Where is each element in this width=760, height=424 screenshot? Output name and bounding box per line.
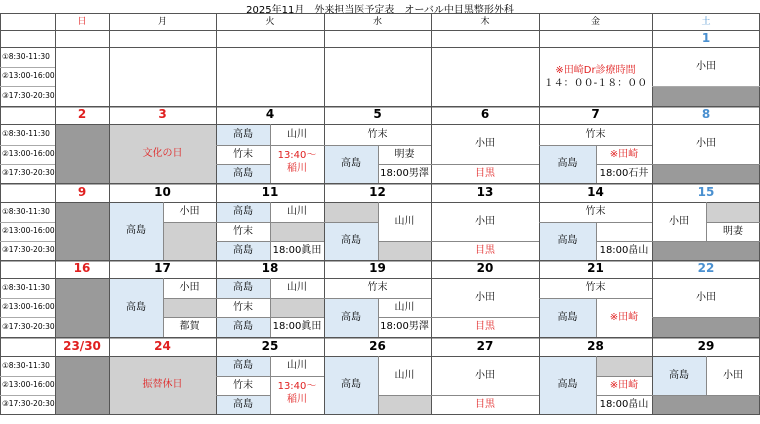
tue-pm-doctor: 竹末 <box>233 225 253 237</box>
date-16: 16 <box>73 261 91 276</box>
date-22: 22 <box>697 261 715 276</box>
mon-doctor-1: 高島 <box>109 278 163 337</box>
slot-label-am: ①8:30-11:30 <box>2 129 50 139</box>
sat-closed <box>652 395 760 414</box>
tue-pm-doctor-2: 稲川 <box>287 393 307 405</box>
weekday-fri: 金 <box>590 16 600 27</box>
sat-doctor: 小田 <box>696 291 716 303</box>
thu-eve-doctor: 目黒 <box>475 244 495 256</box>
sun-closed <box>55 202 109 260</box>
tue-eve-doctor-1: 高島 <box>216 241 270 260</box>
sat-am-empty <box>706 202 760 222</box>
sat-doctor: 小田 <box>696 138 716 150</box>
wed-eve-empty <box>378 241 431 260</box>
tue-pm-doctor: 竹末 <box>233 301 253 313</box>
sun-closed <box>55 278 109 337</box>
tue-eve-doctor: 高島 <box>216 395 270 414</box>
fri-doctor-1: 高島 <box>539 356 596 414</box>
date-29: 29 <box>697 338 715 353</box>
tue-eve-doctor-1: 高島 <box>216 317 270 337</box>
date-14: 14 <box>587 184 604 199</box>
thu-doctor: 小田 <box>475 138 495 150</box>
mon-doctor-1: 高島 <box>109 202 163 260</box>
wed-eve-empty <box>378 395 431 414</box>
date-10: 10 <box>154 184 171 199</box>
date-17: 17 <box>154 261 171 276</box>
wed-eve-doctor: 18:00男澤 <box>380 321 429 333</box>
date-15: 15 <box>697 184 715 199</box>
tue-pm-empty <box>270 298 324 317</box>
date-27: 27 <box>476 338 494 353</box>
mon-eve-doctor: 都賀 <box>179 321 200 333</box>
weekday-sun: 日 <box>77 16 87 27</box>
thu-doctor: 小田 <box>475 369 495 381</box>
fri-eve-doctor: 18:00石井 <box>599 167 649 179</box>
fri-eve-doctor: 18:00畠山 <box>599 244 649 256</box>
wed-am-empty <box>324 202 378 222</box>
date-18: 18 <box>261 261 279 276</box>
tue-eve-doctor-2: 18:00眞田 <box>272 321 322 333</box>
tue-am-doctor-2: 山川 <box>287 128 307 140</box>
tue-am-doctor-1: 高島 <box>216 202 270 222</box>
slot-label-am: ①8:30-11:30 <box>2 360 50 370</box>
date-12: 12 <box>369 184 386 199</box>
date-19: 19 <box>369 261 386 276</box>
slot-label-pm: ②13:00-16:00 <box>2 380 55 390</box>
date-5: 5 <box>373 107 382 122</box>
thu-eve-doctor: 目黒 <box>475 398 495 410</box>
slot-label-pm: ②13:00-16:00 <box>2 71 55 81</box>
mon-pm-empty <box>163 298 216 317</box>
slot-label-pm: ②13:00-16:00 <box>2 226 55 236</box>
date-8: 8 <box>701 107 711 122</box>
sat-doctor-1: 小田 <box>669 215 689 227</box>
wed-doctor-1: 高島 <box>324 145 378 183</box>
thu-eve-doctor: 目黒 <box>475 321 495 333</box>
sat-doctor-2: 小田 <box>723 369 743 381</box>
tue-pm-doctor-1: 竹末 <box>233 148 253 160</box>
tue-pm-time: 13:40～ <box>277 380 317 392</box>
slot-label-eve: ③17:30-20:30 <box>2 399 55 409</box>
mon-empty <box>163 222 216 260</box>
date-4: 4 <box>265 107 275 122</box>
date-2: 2 <box>77 107 87 122</box>
mon-am-doctor-2: 小田 <box>179 282 200 294</box>
fri-eve-doctor: 18:00畠山 <box>599 398 649 410</box>
sun-closed <box>55 356 109 414</box>
slot-label-am: ①8:30-11:30 <box>2 51 50 61</box>
fri-pm-doctor-2: ※田崎 <box>609 379 639 391</box>
fri-doctor-1: 高島 <box>539 298 596 337</box>
tue-pm-empty <box>270 222 324 241</box>
tue-eve-doctor-2: 18:00眞田 <box>272 244 322 256</box>
weekday-mon: 月 <box>157 16 167 27</box>
slot-label-am: ①8:30-11:30 <box>2 282 50 292</box>
weekday-thu: 木 <box>480 16 490 27</box>
wed-doctor-2: 山川 <box>394 215 415 227</box>
sat-closed <box>652 86 760 106</box>
wed-am-doctor: 竹末 <box>367 128 388 140</box>
thu-doctor: 小田 <box>475 291 495 303</box>
date-6: 6 <box>480 107 490 122</box>
date-24: 24 <box>154 338 171 353</box>
date-21: 21 <box>587 261 604 276</box>
wed-pm-doctor-2: 山川 <box>394 301 415 313</box>
slot-label-eve: ③17:30-20:30 <box>2 90 55 100</box>
wed-eve-doctor: 18:00男澤 <box>380 167 429 179</box>
wed-doctor-2: 山川 <box>394 369 415 381</box>
slot-label-eve: ③17:30-20:30 <box>2 168 55 178</box>
date-1: 1 <box>701 30 711 45</box>
wed-pm-doctor-2: 明妻 <box>394 148 415 160</box>
date-11: 11 <box>261 184 279 199</box>
sat-doctor: 小田 <box>696 60 716 72</box>
thu-eve-doctor: 目黒 <box>475 167 495 179</box>
date-13: 13 <box>476 184 494 199</box>
slot-label-eve: ③17:30-20:30 <box>2 321 55 331</box>
wed-am-doctor: 竹末 <box>367 282 388 294</box>
mon-holiday: 振替休日 <box>109 356 216 414</box>
tue-am-doctor-1: 高島 <box>216 278 270 298</box>
sun-closed <box>55 124 109 183</box>
tue-am-doctor-2: 山川 <box>287 360 307 372</box>
fri-doctor-1: 高島 <box>539 145 596 183</box>
date-7: 7 <box>591 107 600 122</box>
date-28: 28 <box>587 338 604 353</box>
tue-am-doctor-1: 高島 <box>216 124 270 145</box>
tue-am-doctor-2: 山川 <box>287 206 307 218</box>
slot-label-eve: ③17:30-20:30 <box>2 245 55 255</box>
sat-doctor-1: 高島 <box>652 356 706 395</box>
sat-closed <box>652 241 760 260</box>
slot-label-am: ①8:30-11:30 <box>2 206 50 216</box>
slot-label-pm: ②13:00-16:00 <box>2 302 55 312</box>
sat-pm-doctor-2: 明妻 <box>723 225 743 237</box>
wed-doctor-1: 高島 <box>324 298 378 337</box>
mon-am-doctor-2: 小田 <box>179 206 200 218</box>
date-9: 9 <box>77 184 87 199</box>
fri-doctor-2: ※田崎 <box>609 311 639 323</box>
tue-am-doctor-2: 山川 <box>287 282 307 294</box>
date-20: 20 <box>476 261 494 276</box>
weekday-wed: 水 <box>372 16 382 27</box>
date-26: 26 <box>369 338 386 353</box>
slot-label-pm: ②13:00-16:00 <box>2 149 55 159</box>
tue-pm-doctor-1: 竹末 <box>233 379 253 391</box>
wed-doctor-1: 高島 <box>324 222 378 260</box>
tue-pm-time: 13:40～ <box>277 149 317 161</box>
thu-doctor: 小田 <box>475 215 495 227</box>
fri-doctor-1: 高島 <box>539 222 596 260</box>
fri-am-empty <box>596 356 652 376</box>
mon-holiday: 文化の日 <box>109 124 216 183</box>
fri-note-line2: １４：００-１８：００ <box>543 78 648 90</box>
fri-am-doctor: 竹末 <box>585 128 606 140</box>
sat-closed <box>652 317 760 337</box>
fri-note-line1: ※田崎Dr診療時間 <box>555 65 636 77</box>
tue-eve-doctor: 高島 <box>216 164 270 183</box>
fri-am-doctor: 竹末 <box>585 282 606 294</box>
date-3: 3 <box>158 107 167 122</box>
fri-am-doctor: 竹末 <box>585 206 606 218</box>
wed-doctor-1: 高島 <box>324 356 378 414</box>
tue-am-doctor-1: 高島 <box>216 356 270 376</box>
page-title: 2025年11月 外来担当医予定表 オーバル中目黒整形外科 <box>246 5 514 16</box>
date-25: 25 <box>261 338 279 353</box>
weekday-tue: 火 <box>265 16 275 27</box>
sat-closed <box>652 164 760 183</box>
weekday-sat: 土 <box>701 16 711 27</box>
date-23-30: 23/30 <box>63 338 101 353</box>
fri-pm-doctor-2: ※田崎 <box>609 148 639 160</box>
tue-pm-doctor-2: 稲川 <box>287 162 307 174</box>
